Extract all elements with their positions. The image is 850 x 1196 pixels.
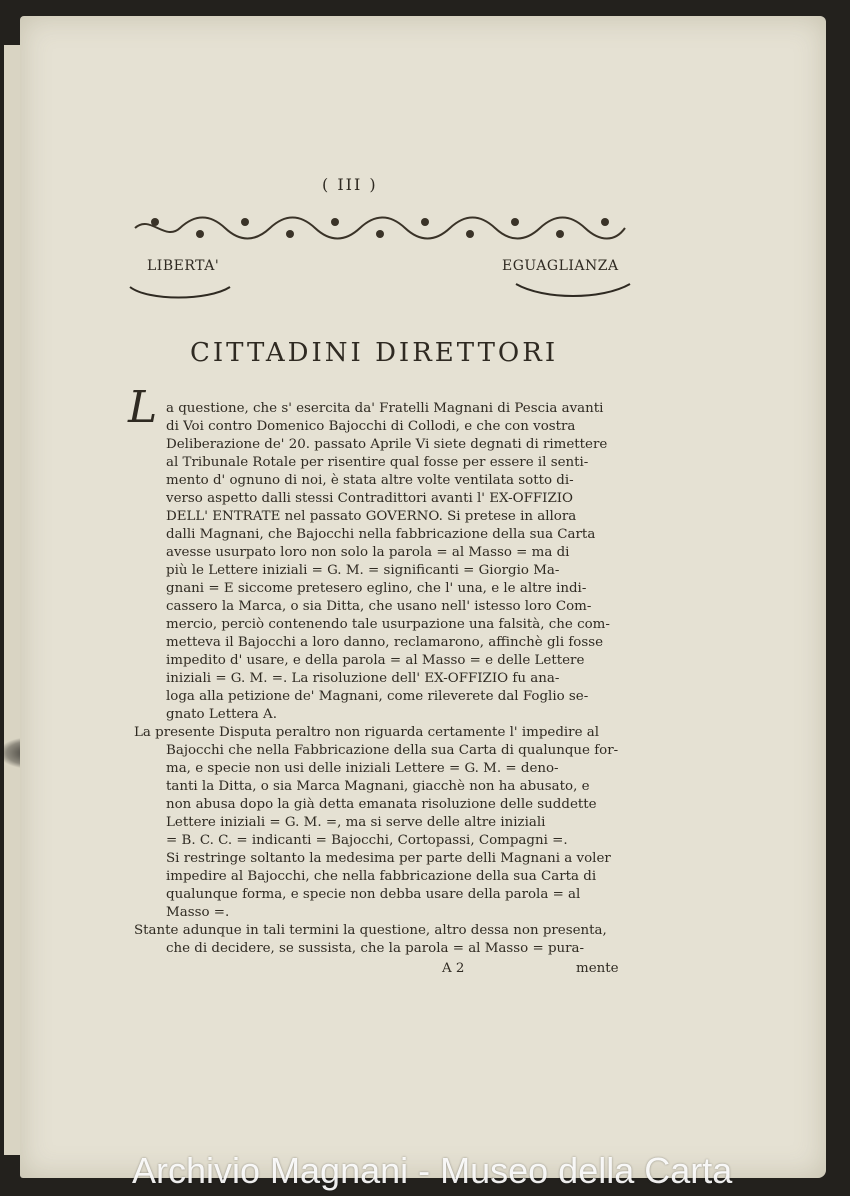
body-line: Deliberazione de' 20. passato Aprile Vi siete degnati di rimettere xyxy=(166,437,608,452)
body-line: impedito d' usare, e della parola = al Masso = e delle Lettere xyxy=(166,653,585,668)
body-line: avesse usurpato loro non solo la parola = al Masso = ma di xyxy=(166,545,570,560)
body-line: tanti la Ditta, o sia Marca Magnani, giacchè non ha abusato, e xyxy=(166,779,590,794)
body-line: più le Lettere iniziali = G. M. = significanti = Giorgio Ma- xyxy=(166,563,560,578)
body-line: che di decidere, se sussista, che la parola = al Masso = pura- xyxy=(166,941,585,956)
body-line: gnani = E siccome pretesero eglino, che l' una, e le altre indi- xyxy=(166,581,587,596)
body-line: Stante adunque in tali termini la questione, altro dessa non presenta, xyxy=(134,923,607,938)
body-line: non abusa dopo la già detta emanata risoluzione delle suddette xyxy=(166,797,597,812)
swash-left xyxy=(128,283,232,301)
catchword: mente xyxy=(576,961,619,976)
body-line: Bajocchi che nella Fabbricazione della sua Carta di qualunque for- xyxy=(166,743,619,758)
body-line: dalli Magnani, che Bajocchi nella fabbricazione della sua Carta xyxy=(166,527,596,542)
document-title: CITTADINI DIRETTORI xyxy=(190,338,559,368)
signature-mark: A 2 xyxy=(442,961,465,976)
body-line: Masso =. xyxy=(166,905,230,920)
body-line: impedire al Bajocchi, che nella fabbricazione della sua Carta di xyxy=(166,869,597,884)
motto-liberta: LIBERTA' xyxy=(147,258,220,274)
body-line: loga alla petizione de' Magnani, come rileverete dal Foglio se- xyxy=(166,689,589,704)
body-line: Si restringe soltanto la medesima per parte delli Magnani a voler xyxy=(166,851,611,866)
body-line: al Tribunale Rotale per risentire qual fosse per essere il senti- xyxy=(166,455,589,470)
body-line: cassero la Marca, o sia Ditta, che usano nell' istesso loro Com- xyxy=(166,599,592,614)
motto-eguaglianza: EGUAGLIANZA xyxy=(502,258,619,274)
body-line: La presente Disputa peraltro non riguarda certamente l' impedire al xyxy=(134,725,600,740)
body-line: mercio, perciò contenendo tale usurpazione una falsità, che com- xyxy=(166,617,610,632)
body-line: iniziali = G. M. =. La risoluzione dell' EX-OFFIZIO fu ana- xyxy=(166,671,560,686)
body-line: di Voi contro Domenico Bajocchi di Collodi, e che con vostra xyxy=(166,419,576,434)
floral-ornament-band xyxy=(130,212,630,244)
archive-watermark: Archivio Magnani - Museo della Carta xyxy=(132,1150,733,1191)
body-line: metteva il Bajocchi a loro danno, reclamarono, affinchè gli fosse xyxy=(166,635,604,650)
page-number: ( III ) xyxy=(322,175,378,194)
body-line: verso aspetto dalli stessi Contradittori avanti l' EX-OFFIZIO xyxy=(166,491,574,506)
body-line: ma, e specie non usi delle iniziali Lettere = G. M. = deno- xyxy=(166,761,559,776)
body-line: gnato Lettera A. xyxy=(166,707,277,722)
body-line: a questione, che s' esercita da' Fratelli Magnani di Pescia avanti xyxy=(166,401,604,416)
body-line: qualunque forma, e specie non debba usare della parola = al xyxy=(166,887,581,902)
body-line: Lettere iniziali = G. M. =, ma si serve delle altre iniziali xyxy=(166,815,546,830)
body-line: DELL' ENTRATE nel passato GOVERNO. Si pretese in allora xyxy=(166,509,577,524)
swash-right xyxy=(514,280,632,300)
body-line: mento d' ognuno di noi, è stata altre volte ventilata sotto di- xyxy=(166,473,574,488)
body-line: = B. C. C. = indicanti = Bajocchi, Cortopassi, Compagni =. xyxy=(166,833,568,848)
drop-cap: L xyxy=(128,382,158,433)
